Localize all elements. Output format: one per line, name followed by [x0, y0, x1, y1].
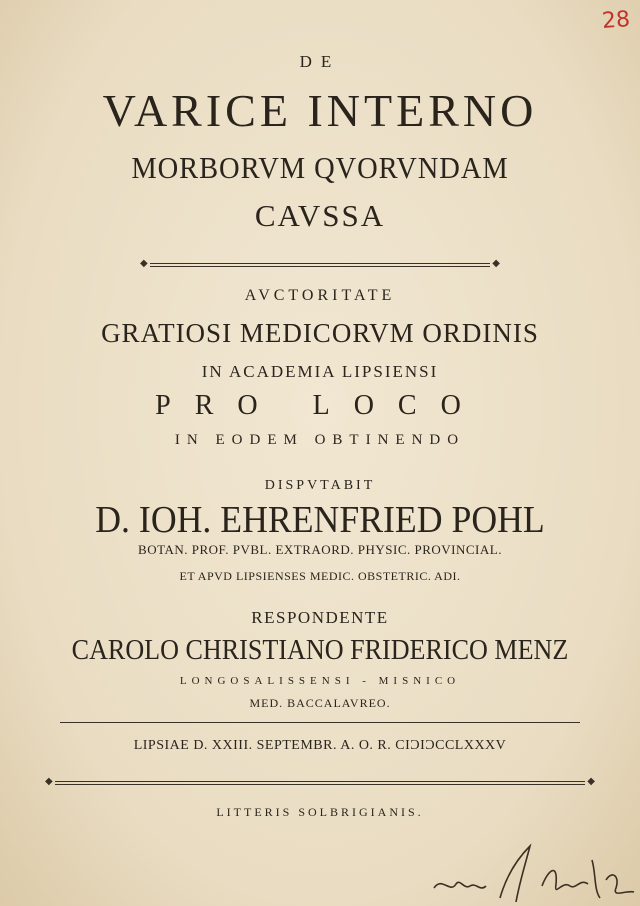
- academia: IN ACADEMIA LIPSIENSI: [201, 362, 439, 381]
- sheet-number: 28: [601, 7, 631, 34]
- ornamental-rule-top: [140, 258, 500, 269]
- pro-loco: PRO LOCO: [155, 390, 485, 421]
- thin-rule: [60, 722, 580, 723]
- rule-ornament-right-icon: ◆: [587, 776, 595, 787]
- title-line-2: MORBORVM QVORVNDAM: [131, 150, 509, 185]
- auctoritate: AVCTORITATE: [244, 287, 396, 304]
- respondent-degree: MED. BACCALAVREO.: [249, 696, 391, 710]
- handwritten-signature: [430, 840, 640, 906]
- disputant-title-1: BOTAN. PROF. PVBL. EXTRAORD. PHYSIC. PROVINCIAL.: [138, 542, 502, 557]
- respondent-name: CAROLO CHRISTIANO FRIDERICO MENZ: [71, 634, 569, 666]
- respondent-origin: LONGOSALISSENSI - MISNICO: [179, 675, 461, 687]
- ornamental-rule-bottom: [45, 776, 595, 787]
- imprint-date: LIPSIAE D. XXIII. SEPTEMBR. A. O. R. CIϽIϽCCLXXXV: [133, 738, 507, 753]
- disputant-title-2: ET APVD LIPSIENSES MEDIC. OBSTETRIC. ADI.: [179, 569, 461, 583]
- rule-ornament-left-icon: ◆: [140, 258, 148, 269]
- respondent-label: RESPONDENTE: [251, 608, 389, 627]
- rule-ornament-right-icon: ◆: [492, 258, 500, 269]
- ordo: GRATIOSI MEDICORVM ORDINIS: [101, 318, 539, 348]
- disputabit: DISPVTABIT: [264, 478, 376, 493]
- obtinendo: IN EODEM OBTINENDO: [174, 432, 466, 448]
- title-de: DE: [299, 52, 341, 71]
- title-line-3: CAVSSA: [254, 198, 386, 233]
- rule-ornament-left-icon: ◆: [45, 776, 53, 787]
- disputant-name: D. IOH. EHRENFRIED POHL: [95, 499, 545, 541]
- printer: LITTERIS SOLBRIGIANIS.: [216, 805, 424, 819]
- title-line-1: VARICE INTERNO: [102, 85, 538, 136]
